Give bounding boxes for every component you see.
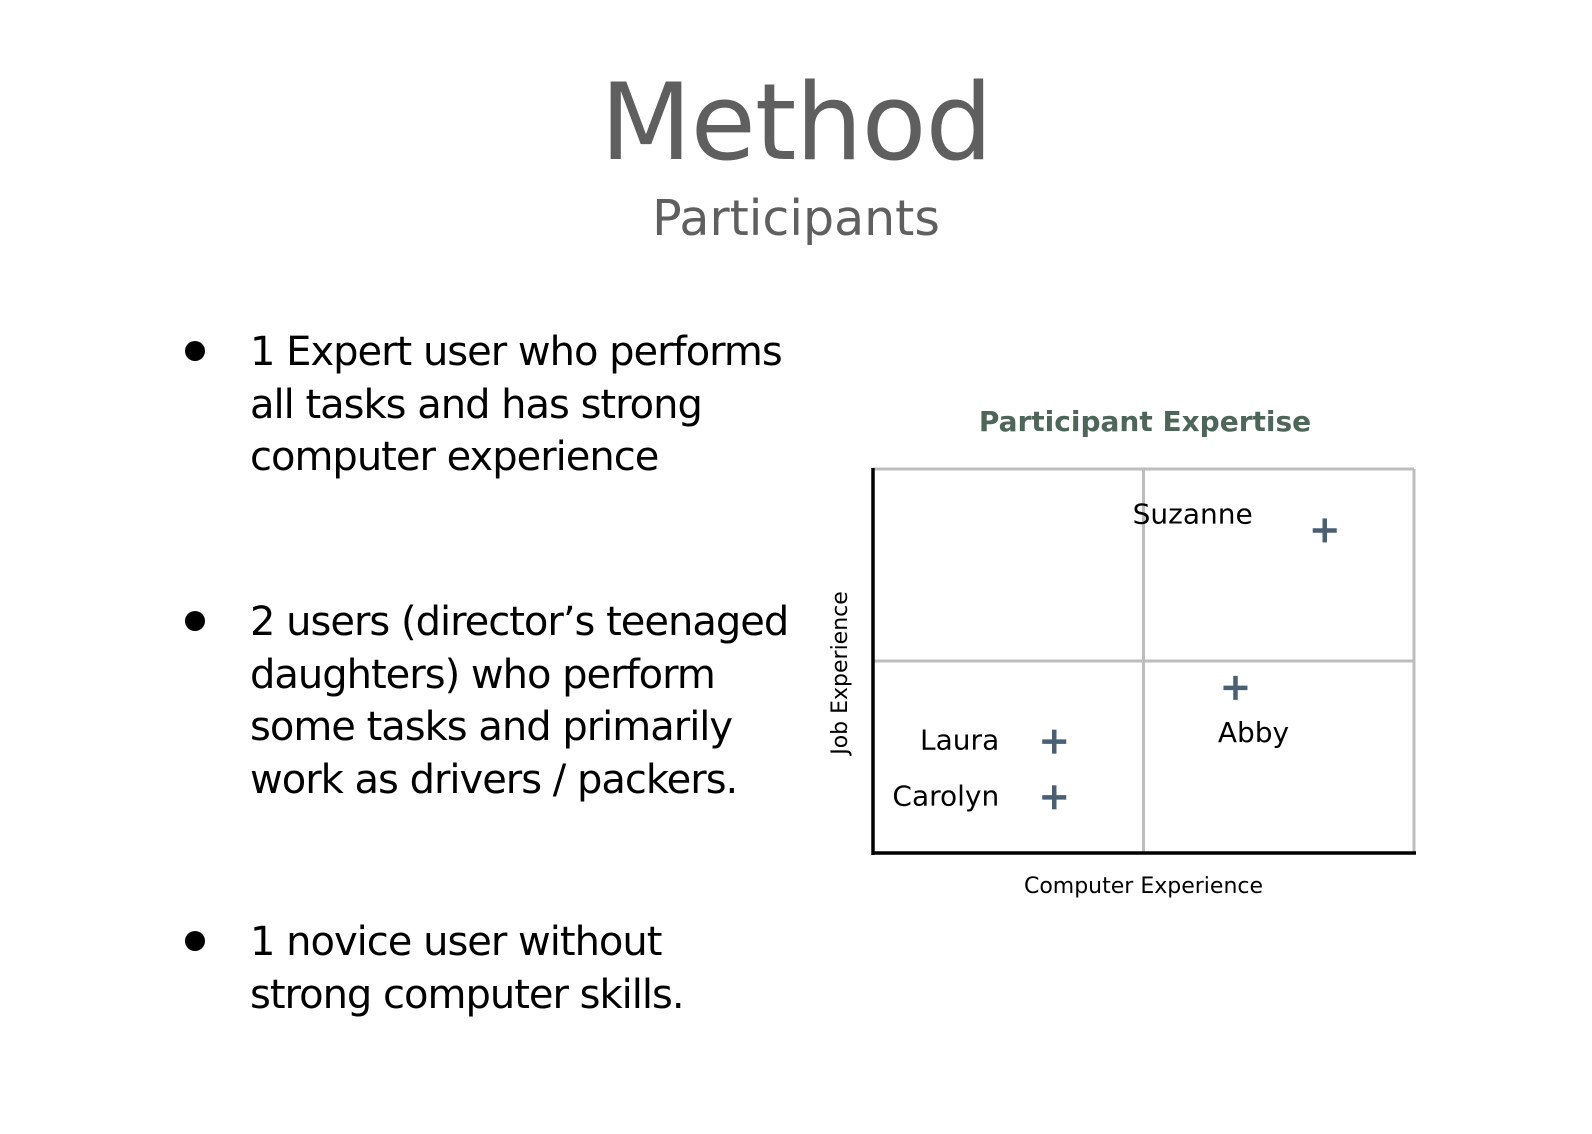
x-axis-label: Computer Experience bbox=[1023, 874, 1264, 899]
point-label: Abby bbox=[1217, 715, 1290, 749]
y-axis-label: Job Experience bbox=[828, 591, 853, 755]
point-label: Laura bbox=[920, 723, 1000, 757]
point-label: Suzanne bbox=[1132, 497, 1253, 531]
data-point bbox=[892, 779, 1066, 812]
chart-title: Participant Expertise bbox=[978, 405, 1312, 438]
bullet-text: 1 novice user without strong computer skills. bbox=[250, 919, 684, 1018]
data-point bbox=[1133, 497, 1337, 542]
bullet-dot bbox=[185, 341, 205, 361]
slide-subtitle: Participants bbox=[652, 190, 940, 247]
bullet-dot bbox=[185, 931, 205, 951]
bullet-text: 1 Expert user who performs all tasks and has strong computer experience bbox=[250, 329, 782, 480]
chart-points bbox=[892, 497, 1336, 812]
point-label: Carolyn bbox=[892, 779, 1000, 813]
expertise-chart bbox=[800, 450, 1440, 910]
data-point bbox=[920, 724, 1066, 757]
bullet-text: 2 users (director’s teenaged daughters) who perform some tasks and primarily work as drivers / packers. bbox=[250, 599, 789, 803]
slide-title: Method bbox=[600, 61, 992, 184]
data-point bbox=[1218, 676, 1289, 749]
bullet-dot bbox=[185, 611, 205, 631]
